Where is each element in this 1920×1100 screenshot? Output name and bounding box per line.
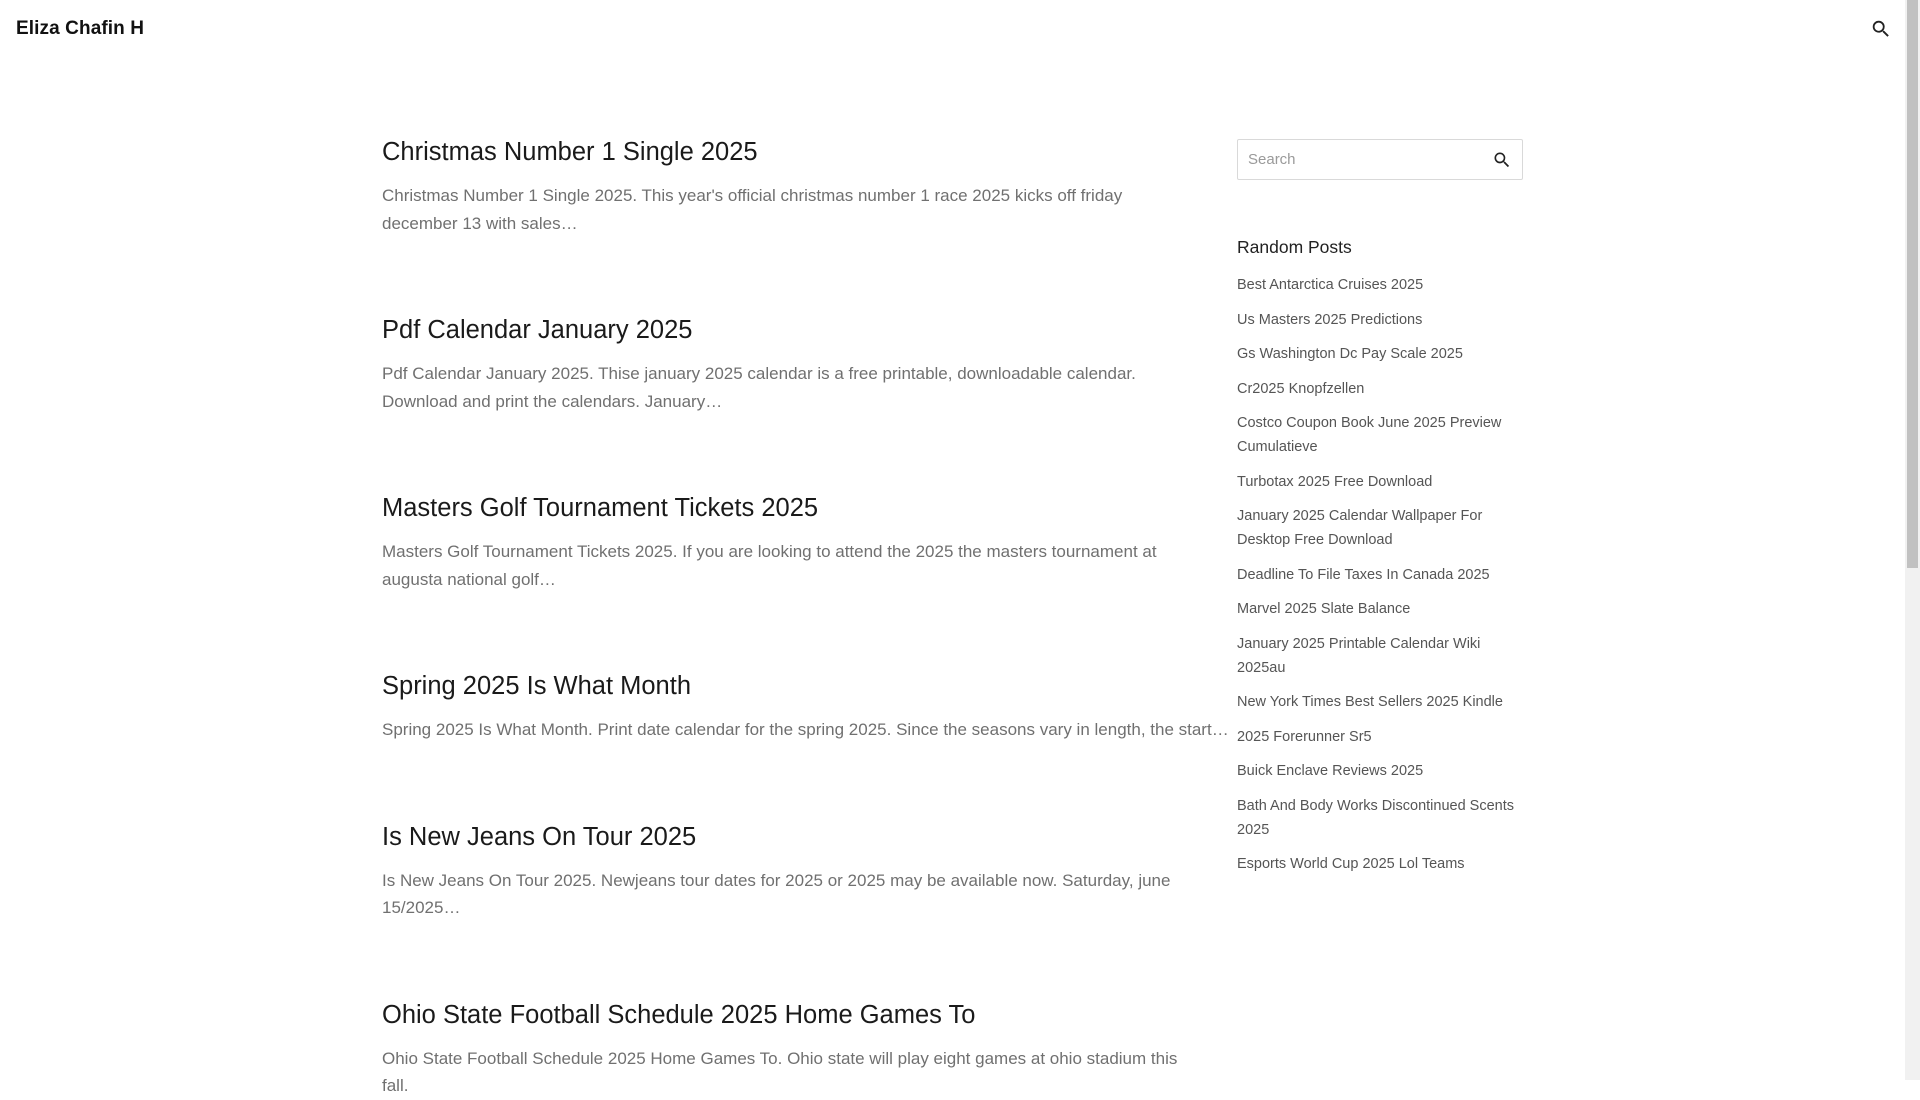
search-submit-icon[interactable] <box>1492 150 1512 170</box>
random-post-link[interactable]: New York Times Best Sellers 2025 Kindle <box>1237 694 1503 710</box>
random-post-link[interactable]: Us Masters 2025 Predictions <box>1237 311 1423 328</box>
post-excerpt: Pdf Calendar January 2025. Thise january 2025 calendar is a free printable, downloadable calendar. Download and print the calendars. January… <box>382 364 1136 411</box>
list-item <box>1237 794 1523 842</box>
site-header <box>0 0 1905 60</box>
random-posts-title: Random Posts <box>1237 237 1352 257</box>
random-post-link[interactable]: Esports World Cup 2025 Lol Teams <box>1237 856 1465 872</box>
post-title[interactable]: Ohio State Football Schedule 2025 Home Games To <box>382 1000 976 1029</box>
random-post-link[interactable]: Bath And Body Works Discontinued Scents 2025 <box>1237 797 1514 838</box>
sidebar-search <box>1237 139 1523 180</box>
post-list <box>382 136 1229 1100</box>
post-excerpt: Christmas Number 1 Single 2025. This year's official christmas number 1 race 2025 kicks off friday december 13 with sales… <box>382 186 1123 233</box>
list-item <box>1237 597 1523 621</box>
post-item <box>382 670 1229 744</box>
random-post-link[interactable]: Buick Enclave Reviews 2025 <box>1237 763 1424 779</box>
post-item <box>382 492 1194 593</box>
random-post-link[interactable]: Cr2025 Knopfzellen <box>1237 380 1365 397</box>
list-item <box>1237 342 1523 366</box>
list-item <box>1237 377 1523 401</box>
list-item <box>1237 470 1523 494</box>
random-post-link[interactable]: Best Antarctica Cruises 2025 <box>1237 277 1424 293</box>
random-post-link[interactable]: January 2025 Printable Calendar Wiki 2025au <box>1237 635 1481 676</box>
list-item <box>1237 411 1523 459</box>
list-item <box>1237 632 1523 680</box>
random-post-link[interactable]: January 2025 Calendar Wallpaper For Desktop Free Download <box>1237 508 1483 548</box>
list-item <box>1237 852 1523 876</box>
vertical-scrollbar[interactable] <box>1905 0 1920 1080</box>
post-item <box>382 999 1194 1100</box>
post-item <box>382 314 1194 415</box>
post-excerpt: Ohio State Football Schedule 2025 Home Games To. Ohio state will play eight games at ohio stadium this fall. <box>382 1048 1178 1095</box>
post-title[interactable]: Christmas Number 1 Single 2025 <box>382 138 758 166</box>
sidebar <box>1237 139 1523 887</box>
list-item <box>1237 725 1523 749</box>
list-item <box>1237 690 1523 714</box>
list-item <box>1237 504 1523 552</box>
scrollbar-thumb[interactable] <box>1907 0 1918 568</box>
list-item <box>1237 563 1523 587</box>
post-excerpt: Masters Golf Tournament Tickets 2025. If you are looking to attend the 2025 the masters tournament at augusta national golf… <box>382 542 1157 589</box>
list-item <box>1237 308 1523 332</box>
site-title[interactable]: Eliza Chafin H <box>16 18 145 39</box>
random-post-link[interactable]: 2025 Forerunner Sr5 <box>1237 728 1372 745</box>
post-item <box>382 821 1194 922</box>
post-title[interactable]: Spring 2025 Is What Month <box>382 672 692 700</box>
random-post-link[interactable]: Gs Washington Dc Pay Scale 2025 <box>1237 346 1463 362</box>
post-excerpt: Is New Jeans On Tour 2025. Newjeans tour dates for 2025 or 2025 may be available now. Saturday, june 15/2025… <box>382 870 1171 917</box>
search-input[interactable] <box>1238 140 1478 179</box>
random-post-link[interactable]: Deadline To File Taxes In Canada 2025 <box>1237 566 1490 583</box>
random-post-link[interactable]: Turbotax 2025 Free Download <box>1237 473 1433 490</box>
random-post-link[interactable]: Marvel 2025 Slate Balance <box>1237 601 1411 617</box>
random-post-link[interactable]: Costco Coupon Book June 2025 Preview Cumulatieve <box>1237 415 1502 455</box>
post-title[interactable]: Is New Jeans On Tour 2025 <box>382 822 697 851</box>
list-item <box>1237 759 1523 783</box>
random-posts-list <box>1237 273 1523 876</box>
list-item <box>1237 273 1523 297</box>
post-title[interactable]: Masters Golf Tournament Tickets 2025 <box>382 494 819 522</box>
search-icon[interactable] <box>1870 18 1892 40</box>
post-title[interactable]: Pdf Calendar January 2025 <box>382 316 693 344</box>
post-excerpt: Spring 2025 Is What Month. Print date calendar for the spring 2025. Since the seasons vary in length, the start… <box>382 720 1229 739</box>
post-item <box>382 136 1194 237</box>
